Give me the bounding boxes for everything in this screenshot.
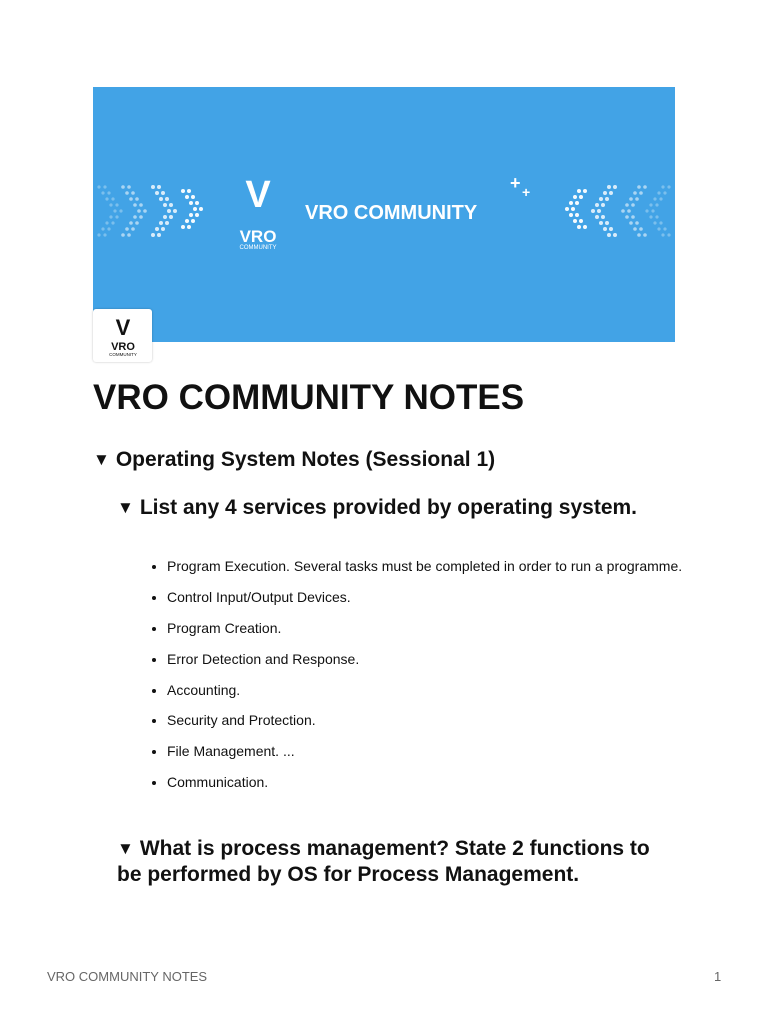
corner-logo-text: VRO: [111, 341, 135, 353]
toggle-heading-text: List any 4 services provided by operating system.: [139, 496, 638, 519]
toggle-heading-process-management[interactable]: [117, 836, 677, 888]
list-item: • Control Input/Output Devices.: [167, 587, 687, 608]
banner-graphic: [93, 87, 675, 342]
list-item: • Security and Protection.: [167, 710, 687, 731]
list-item: • Error Detection and Response.: [167, 649, 687, 670]
list-item: • Program Execution. Several tasks must be completed in order to run a programme.: [167, 556, 687, 577]
toggle-heading-os-notes[interactable]: [93, 448, 495, 472]
sparkle-icon: +: [510, 173, 521, 193]
toggle-triangle-icon[interactable]: ▼: [93, 450, 110, 469]
banner-logo: [240, 174, 277, 251]
page-icon: [93, 309, 152, 362]
toggle-heading-text: What is process management? State 2 functions to be performed by OS for Process Management.: [117, 837, 650, 886]
toggle-triangle-icon[interactable]: ▼: [117, 498, 134, 517]
list-item: • Accounting.: [167, 680, 687, 701]
left-chevron-pattern: [97, 185, 203, 237]
services-list: [148, 556, 687, 803]
footer-doc-title: VRO COMMUNITY NOTES: [47, 969, 208, 984]
list-item: • File Management. ...: [167, 741, 687, 762]
banner-image: [93, 87, 675, 342]
right-chevron-pattern: [565, 185, 671, 237]
footer-page-number: 1: [714, 969, 722, 984]
vro-logo-icon: [93, 309, 152, 362]
sparkle-small-icon: +: [522, 184, 531, 200]
toggle-heading-services[interactable]: [117, 495, 677, 521]
page-title: VRO COMMUNITY NOTES: [93, 378, 525, 417]
list-item: • Communication.: [167, 772, 687, 793]
toggle-heading-text: Operating System Notes (Sessional 1): [115, 448, 496, 471]
banner-logo-text: VRO: [239, 227, 277, 246]
banner-logo-subtext: COMMUNITY: [239, 245, 277, 251]
banner-title: VRO COMMUNITY: [305, 202, 478, 224]
corner-logo-subtext: COMMUNITY: [109, 352, 137, 357]
banner-logo-mark: V: [245, 174, 271, 216]
toggle-triangle-icon[interactable]: ▼: [117, 839, 134, 858]
list-item: • Program Creation.: [167, 618, 687, 639]
corner-logo-mark: V: [115, 315, 131, 340]
